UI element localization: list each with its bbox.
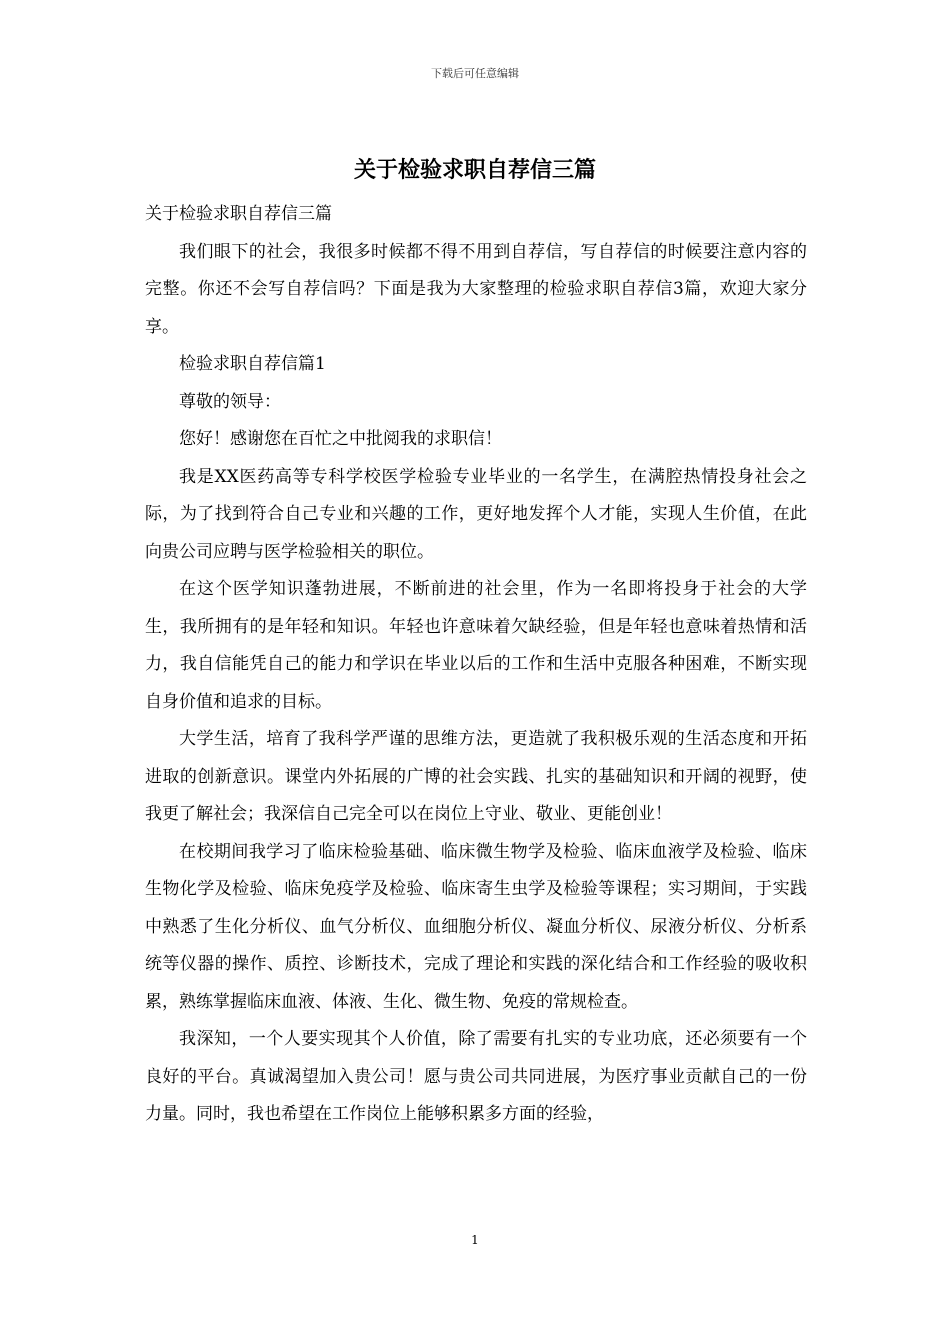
document-body [145,196,807,1134]
salutation: 尊敬的领导： [179,391,281,412]
body-paragraph: 我深知，一个人要实现其个人价值，除了需要有扎实的专业功底，还必须要有一个良好的平台。真诚渴望加入贵公司！愿与贵公司共同进展，为医疗事业贡献自己的一份力量。同时，我也希望在工作岗位上能够积累多方面的经验， [145,1029,807,1124]
page-number: 1 [471,1233,479,1247]
greeting-paragraph: 您好！感谢您在百忙之中批阅我的求职信！ [179,429,502,449]
body-paragraph: 在校期间我学习了临床检验基础、临床微生物学及检验、临床血液学及检验、临床生物化学及检验、临床免疫学及检验、临床寄生虫学及检验等课程；实习期间，于实践中熟悉了生化分析仪、血气分析仪、血细胞分析仪、凝血分析仪、尿液分析仪、分析系统等仪器的操作、质控、诊断技术，完成了理论和实践的深化结合和工作经验的吸收积累，熟练掌握临床血液、体液、生化、微生物、免疫的常规检查。 [145,841,807,1012]
document-title: 关于检验求职自荐信三篇 [353,157,596,183]
body-paragraph: 大学生活，培育了我科学严谨的思维方法，更造就了我积极乐观的生活态度和开拓进取的创新意识。课堂内外拓展的广博的社会实践、扎实的基础知识和开阔的视野，使我更了解社会；我深信自己完全可以在岗位上守业、敬业、更能创业！ [145,729,807,824]
document-subtitle: 关于检验求职自荐信三篇 [145,204,332,224]
intro-paragraph: 我们眼下的社会，我很多时候都不得不用到自荐信，写自荐信的时候要注意内容的完整。你还不会写自荐信吗？下面是我为大家整理的检验求职自荐信3篇，欢迎大家分享。 [145,241,807,337]
body-paragraph: 在这个医学知识蓬勃进展，不断前进的社会里，作为一名即将投身于社会的大学生，我所拥有的是年轻和知识。年轻也许意味着欠缺经验，但是年轻也意味着热情和活力，我自信能凭自己的能力和学识在毕业以后的工作和生活中克服各种困难，不断实现自身价值和追求的目标。 [145,579,807,712]
section-heading: 检验求职自荐信篇1 [179,354,326,374]
body-paragraph: 我是XX医药高等专科学校医学检验专业毕业的一名学生，在满腔热情投身社会之际，为了找到符合自己专业和兴趣的工作，更好地发挥个人才能，实现人生价值，在此向贵公司应聘与医学检验相关的职位。 [145,466,807,562]
page-header-note: 下载后可任意编辑 [431,67,519,80]
